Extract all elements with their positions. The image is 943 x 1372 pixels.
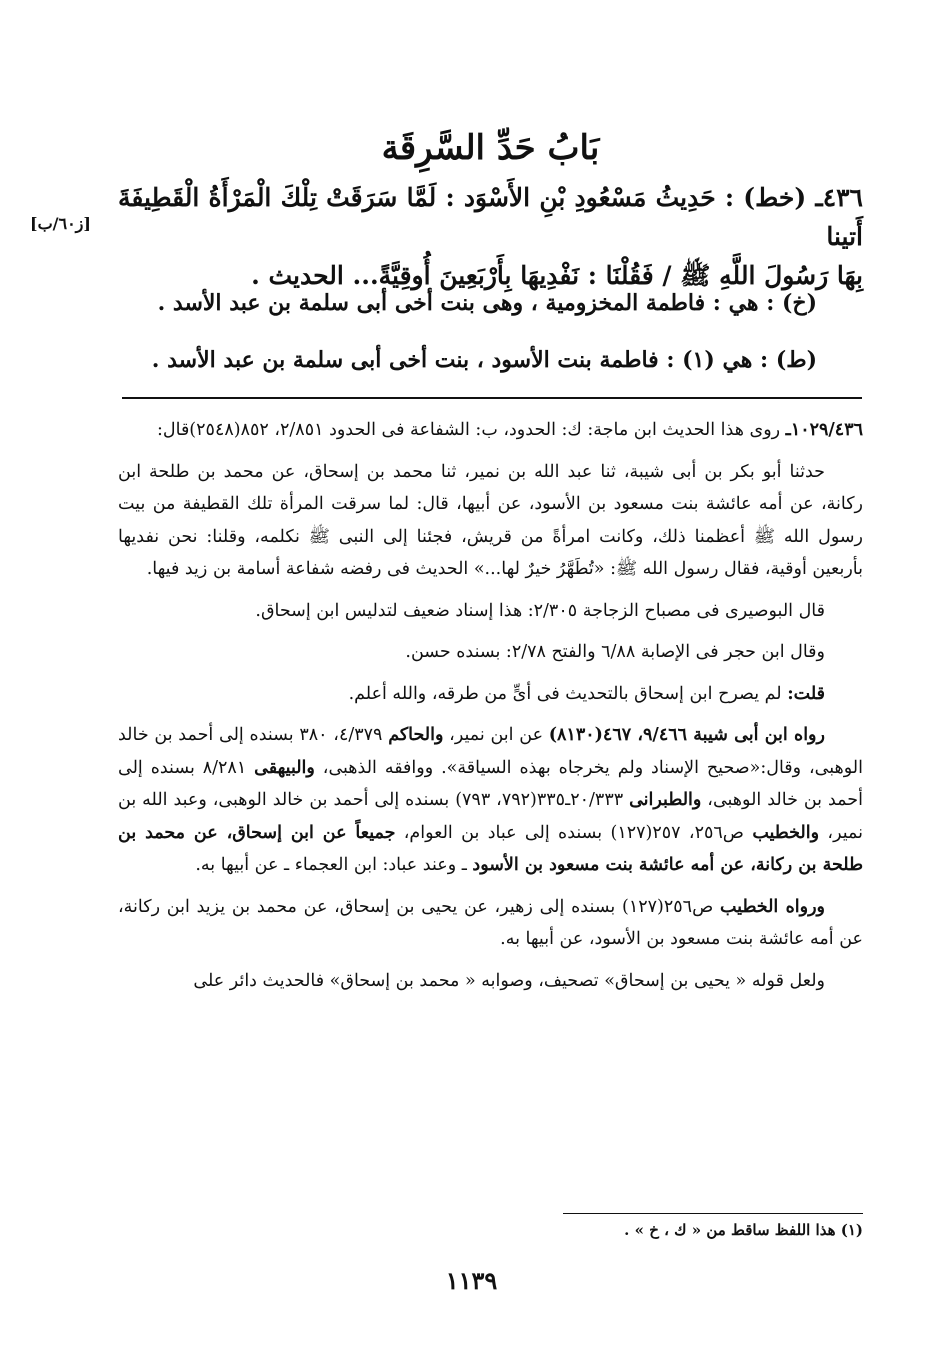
note-text: ٨/٢٨١ بسنده إلى أحمد بن خالد الوهبى، [118, 757, 863, 810]
chapter-title: بَابُ حَدِّ السَّرِقَة [381, 128, 600, 168]
source-name: رواه ابن أبى شيبة ٩/٤٦٦، ٤٦٧(٨١٣٠) [548, 725, 825, 745]
note-text: لم يصرح ابن إسحاق بالتحديث فى أىٍّ من طرقه، والله أعلم. [348, 683, 788, 704]
note-paragraph-4: وقال ابن حجر فى الإصابة ٦/٨٨ والفتح ٢/٧٨: بسنده حسن. [405, 642, 825, 662]
source-name: والخطيب [752, 822, 820, 843]
note-text: عن ابن نمير، [443, 725, 549, 745]
note-text: روى هذا الحديث ابن ماجة: ك: الحدود، ب: الشفاعة فى الحدود ٢/٨٥١، ٨٥٢(٢٥٤٨)قال: [157, 420, 786, 440]
note-paragraph-6 [118, 719, 863, 882]
footnote-divider [563, 1213, 863, 1214]
source-name: والطبرانى [629, 790, 702, 810]
variant-kh-container [118, 288, 863, 318]
note-text: ٢٠/٣٣٣ـ٣٣٥(٧٩٢، ٧٩٣) بسنده إلى أحمد بن خالد الوهبى، وعبد الله بن نمير، [118, 790, 864, 843]
note-paragraph-5 [118, 678, 863, 711]
hadith-line-1: ٤٣٦ـ (خط) : حَدِيثُ مَسْعُودِ بْنِ الأَسْوَد : لَمَّا سَرَقَتْ تِلْكَ الْمَرْأَةُ الْقَطِيفَةَ أَتينا [118, 183, 863, 251]
note-text: ص٢٥٦(١٢٧) بسنده إلى زهير، عن يحيى بن إسحاق، عن محمد بن يزيد ابن ركانة، عن أمه عائشة بنت مسعود بن الأسود، عن أبيها به. [118, 896, 863, 949]
footnote: (١) هذا اللفظ ساقط من « ك ، خ » . [624, 1221, 863, 1239]
note-text: ـ وعند عباد: ابن العجماء ـ عن أبيها به. [195, 855, 473, 875]
variant-t-container [118, 345, 863, 375]
note-paragraph-3: قال البوصيرى فى مصباح الزجاجة ٢/٣٠٥: هذا إسناد ضعيف لتدليس ابن إسحاق. [255, 600, 825, 621]
hadith-entry [118, 178, 863, 295]
source-name: والبيهقى [254, 757, 315, 778]
variant-kh: (خ) : هي : فاطمة المخزومية ، وهى بنت أخى أبى سلمة بن عبد الأسد . [157, 290, 817, 316]
source-name: والحاكم [388, 725, 444, 745]
note-label: قلت: [787, 683, 825, 704]
page-number: ١١٣٩ [445, 1266, 498, 1295]
manuscript-folio-reference: [ز٦٠/ب] [30, 214, 91, 233]
note-text: ٤/٣٧٩، ٣٨٠ بسنده إلى أحمد بن خالد الوهبى، وقال:«صحيح الإسناد ولم يخرجاه بهذه السياقة». ووافقه الذهبى، [118, 725, 863, 778]
note-paragraph-7 [118, 891, 863, 956]
takhrij-notes [118, 414, 863, 1006]
note-paragraph-8: ولعل قوله « يحيى بن إسحاق» تصحيف، وصوابه « محمد بن إسحاق» فالحديث دائر على [193, 970, 825, 991]
isnad-summary: جميعاً عن ابن إسحاق، عن محمد بن طلحة بن ركانة، عن أمه عائشة بنت مسعود بن الأسود [118, 822, 863, 875]
note-paragraph-1 [118, 414, 863, 447]
hadith-line-2: بِهَا رَسُولَ اللَّهِ ﷺ / فَقُلْنَا : نَفْدِيهَا بِأَرْبَعِينَ أُوقِيَّةً... الحديث . [251, 261, 863, 290]
note-text: ص٢٥٦، ٢٥٧(١٢٧) بسنده إلى عباد بن العوام، [395, 822, 753, 843]
section-divider [122, 397, 862, 399]
source-name: ورواه الخطيب [719, 896, 825, 917]
note-paragraph-2: حدثنا أبو بكر بن أبى شيبة، ثنا عبد الله بن نمير، ثنا محمد بن إسحاق، عن محمد بن طلحة ابن ركانة، عن أمه عائشة بنت مسعود بن الأسود، عن أبيها، قال: لما سرقت المرأة تلك القطيفة من بيت رسول الله ﷺ أعظمنا ذلك، وكانت امرأةً من قريش، فجئنا إلى النبى ﷺ نكلمه، وقلنا: نحن نفديها بأربعين أوقية، فقال رسول الله ﷺ: «تُطَهَّرُ خيرٌ لها...» الحديث فى رفضه شفاعة أسامة بن زيد فيها. [118, 461, 863, 579]
note-number: ١٠٢٩/٤٣٦ـ [785, 420, 863, 440]
variant-t: (ط) : هي (١) : فاطمة بنت الأسود ، بنت أخى أبى سلمة بن عبد الأسد . [151, 347, 817, 373]
